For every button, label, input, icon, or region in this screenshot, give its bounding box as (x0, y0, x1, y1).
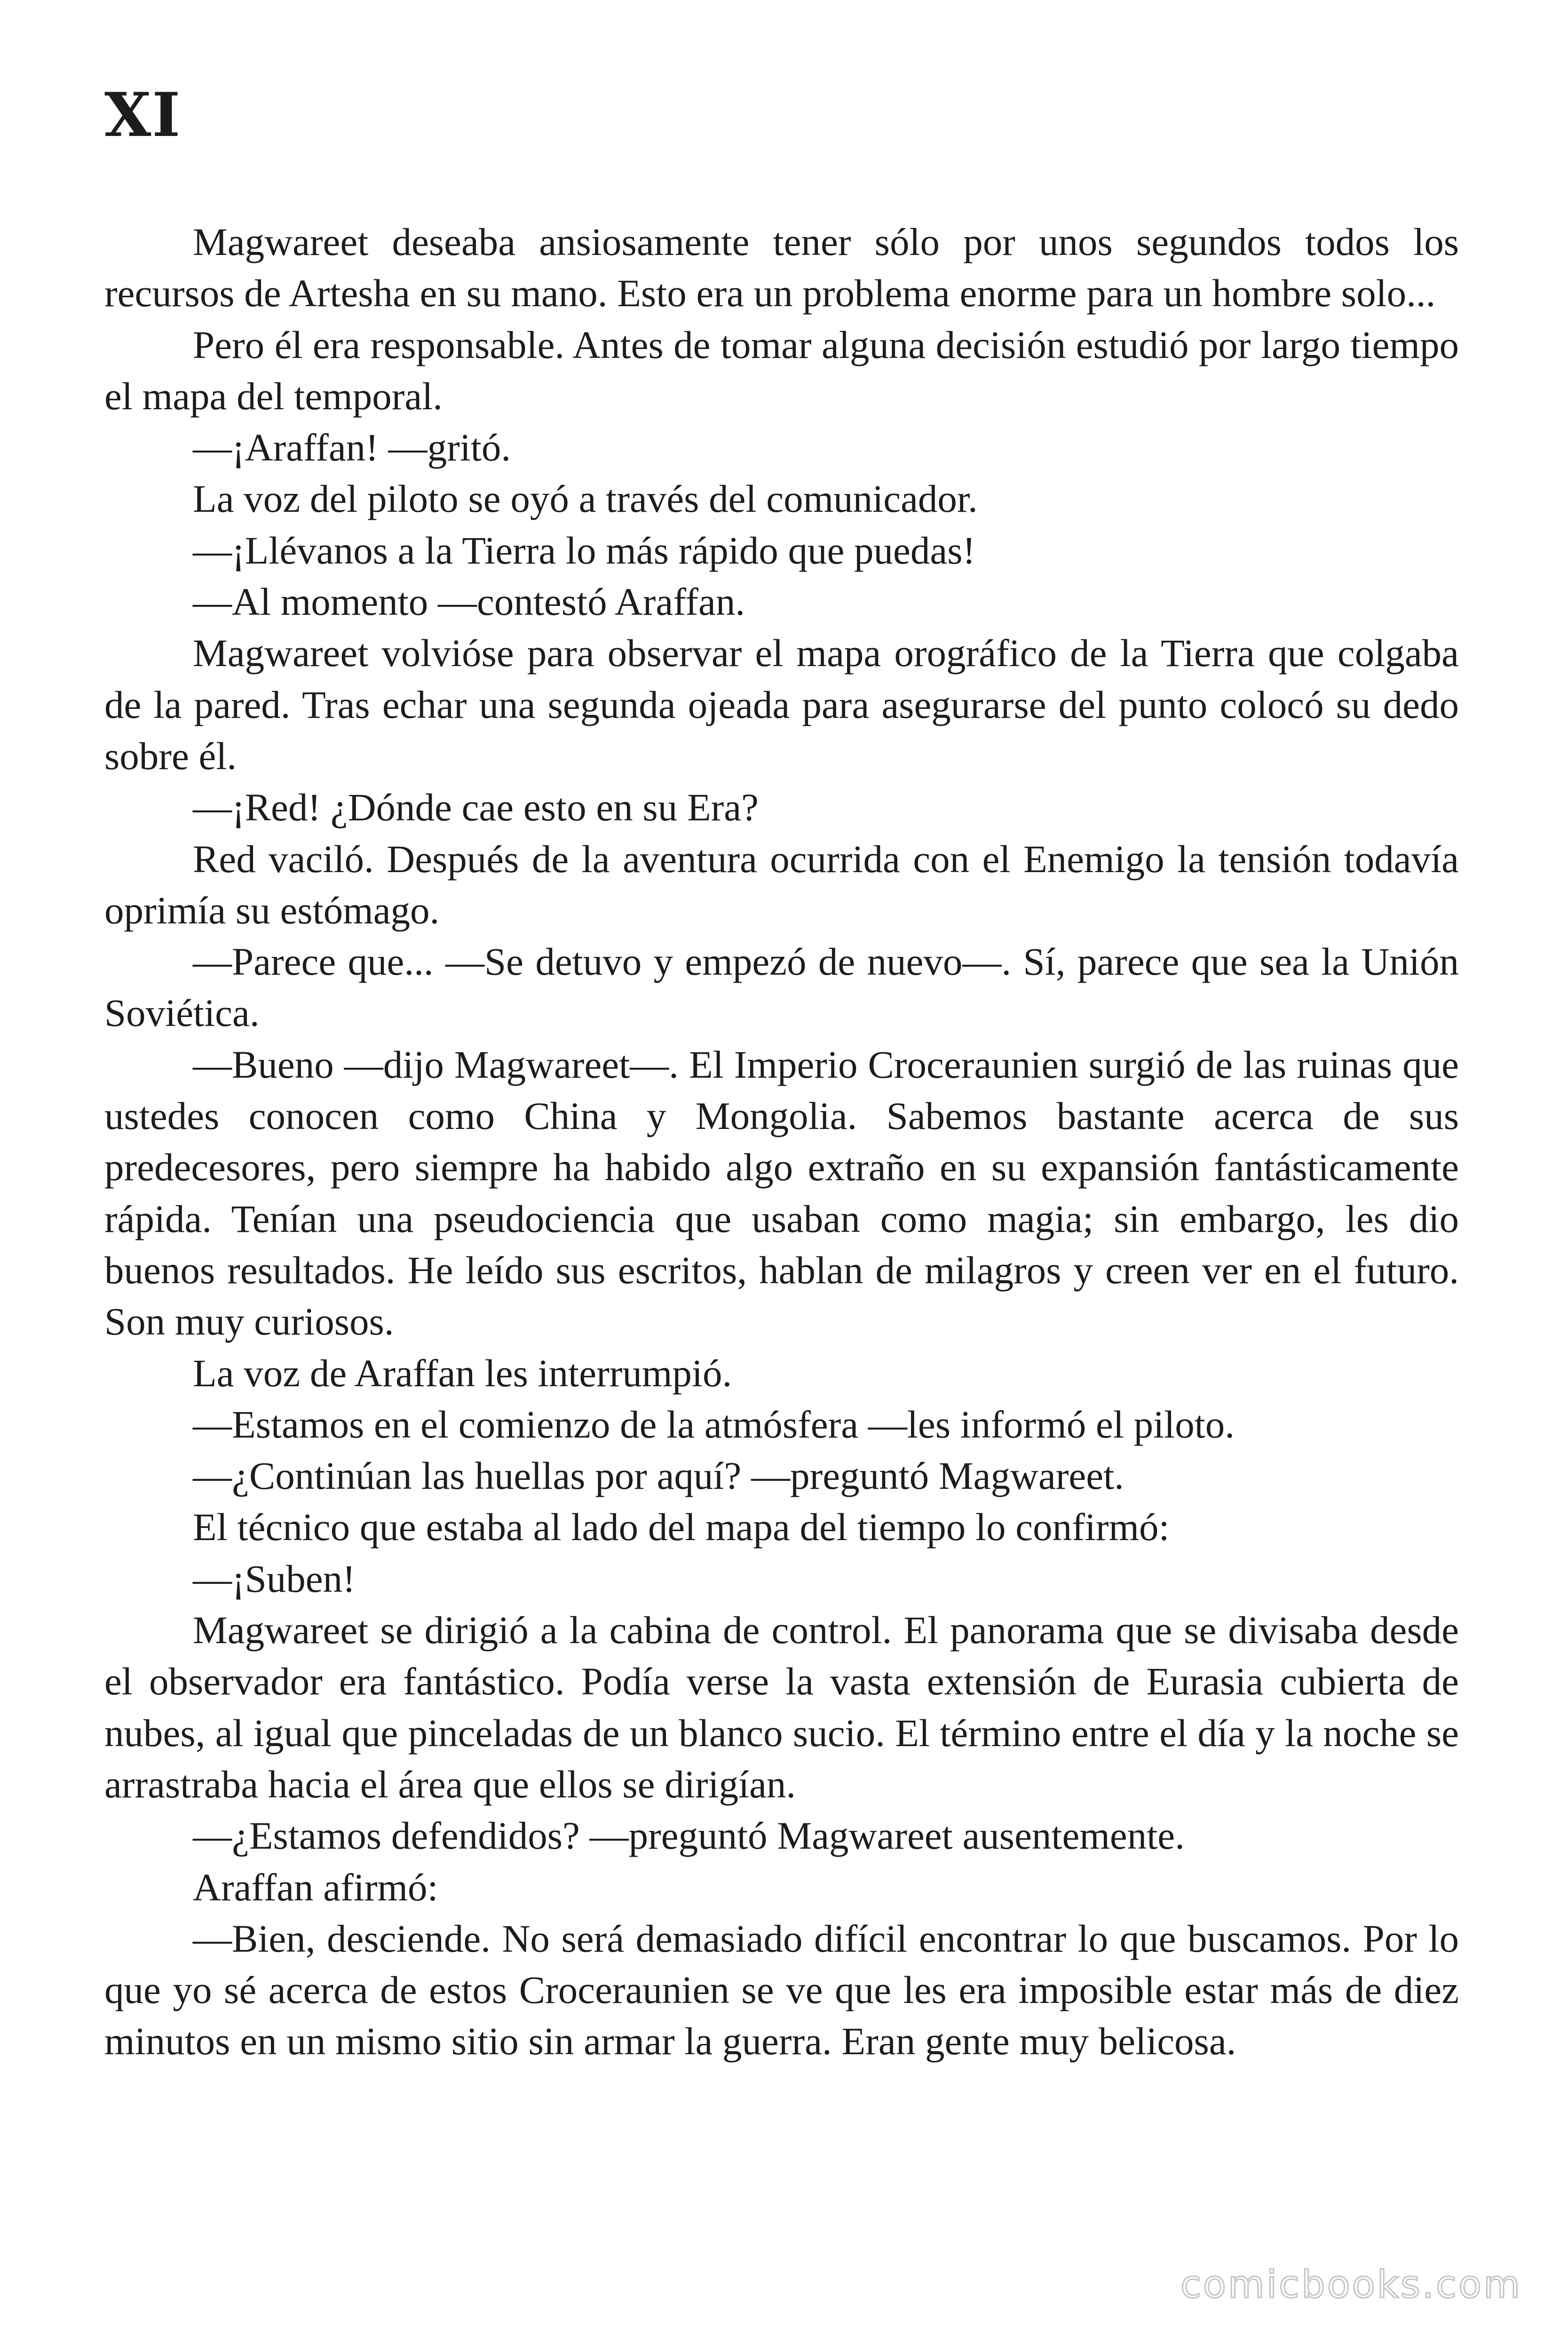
paragraph: Magwareet se dirigió a la cabina de control. El panorama que se divisaba desde el observador era fantástico. Podía verse la vasta extensión de Eurasia cubierta de nubes, al igual que pinceladas de un blanco sucio. El término entre el día y la noche se arrastraba hacia el área que ellos se dirigían. (104, 1608, 1459, 1806)
paragraph: —¡Red! ¿Dónde cae esto en su Era? (193, 786, 759, 829)
watermark: comicbooks.com (1180, 2263, 1522, 2306)
paragraph: —Bueno —dijo Magwareet—. El Imperio Croceraunien surgió de las ruinas que ustedes conocen como China y Mongolia. Sabemos bastante acerca de sus predecesores, pero siempre ha habido algo extraño en su expansión fantásticamente rápida. Tenían una pseudociencia que usaban como magia; sin embargo, les dio buenos resultados. He leído sus escritos, hablan de milagros y creen ver en el futuro. Son muy curiosos. (104, 1042, 1459, 1343)
paragraph: —¡Llévanos a la Tierra lo más rápido que puedas! (193, 528, 976, 572)
paragraph: Araffan afirmó: (193, 1865, 438, 1909)
paragraph: Red vaciló. Después de la aventura ocurrida con el Enemigo la tensión todavía oprimía su estómago. (104, 837, 1459, 932)
paragraph: —Estamos en el comienzo de la atmósfera —les informó el piloto. (193, 1402, 1235, 1446)
paragraph: —¡Suben! (193, 1557, 356, 1600)
paragraph: —Bien, desciende. No será demasiado difícil encontrar lo que buscamos. Por lo que yo sé acerca de estos Croceraunien se ve que les era imposible estar más de diez minutos en un mismo sitio sin armar la guerra. Eran gente muy belicosa. (104, 1916, 1459, 2063)
paragraph: Magwareet deseaba ansiosamente tener sólo por unos segundos todos los recursos de Artesha en su mano. Esto era un problema enorme para un hombre solo... (104, 220, 1459, 315)
paragraph: Magwareet volvióse para observar el mapa orográfico de la Tierra que colgaba de la pared. Tras echar una segunda ojeada para asegurarse del punto colocó su dedo sobre él. (104, 631, 1459, 778)
paragraph: —¿Estamos defendidos? —preguntó Magwareet ausentemente. (193, 1814, 1185, 1858)
paragraph: La voz del piloto se oyó a través del comunicador. (193, 477, 978, 521)
paragraph: —¿Continúan las huellas por aquí? —preguntó Magwareet. (193, 1454, 1124, 1498)
paragraph: —Parece que... —Se detuvo y empezó de nuevo—. Sí, parece que sea la Unión Soviética. (104, 940, 1459, 1035)
chapter-body (104, 216, 1459, 2067)
chapter-title: XI (104, 80, 182, 151)
paragraph: La voz de Araffan les interrumpió. (193, 1351, 732, 1395)
paragraph: —¡Araffan! —gritó. (193, 426, 511, 469)
page (104, 80, 1459, 2067)
paragraph: El técnico que estaba al lado del mapa del tiempo lo confirmó: (193, 1505, 1170, 1549)
paragraph: Pero él era responsable. Antes de tomar alguna decisión estudió por largo tiempo el mapa del temporal. (104, 323, 1459, 418)
paragraph: —Al momento —contestó Araffan. (193, 580, 745, 624)
